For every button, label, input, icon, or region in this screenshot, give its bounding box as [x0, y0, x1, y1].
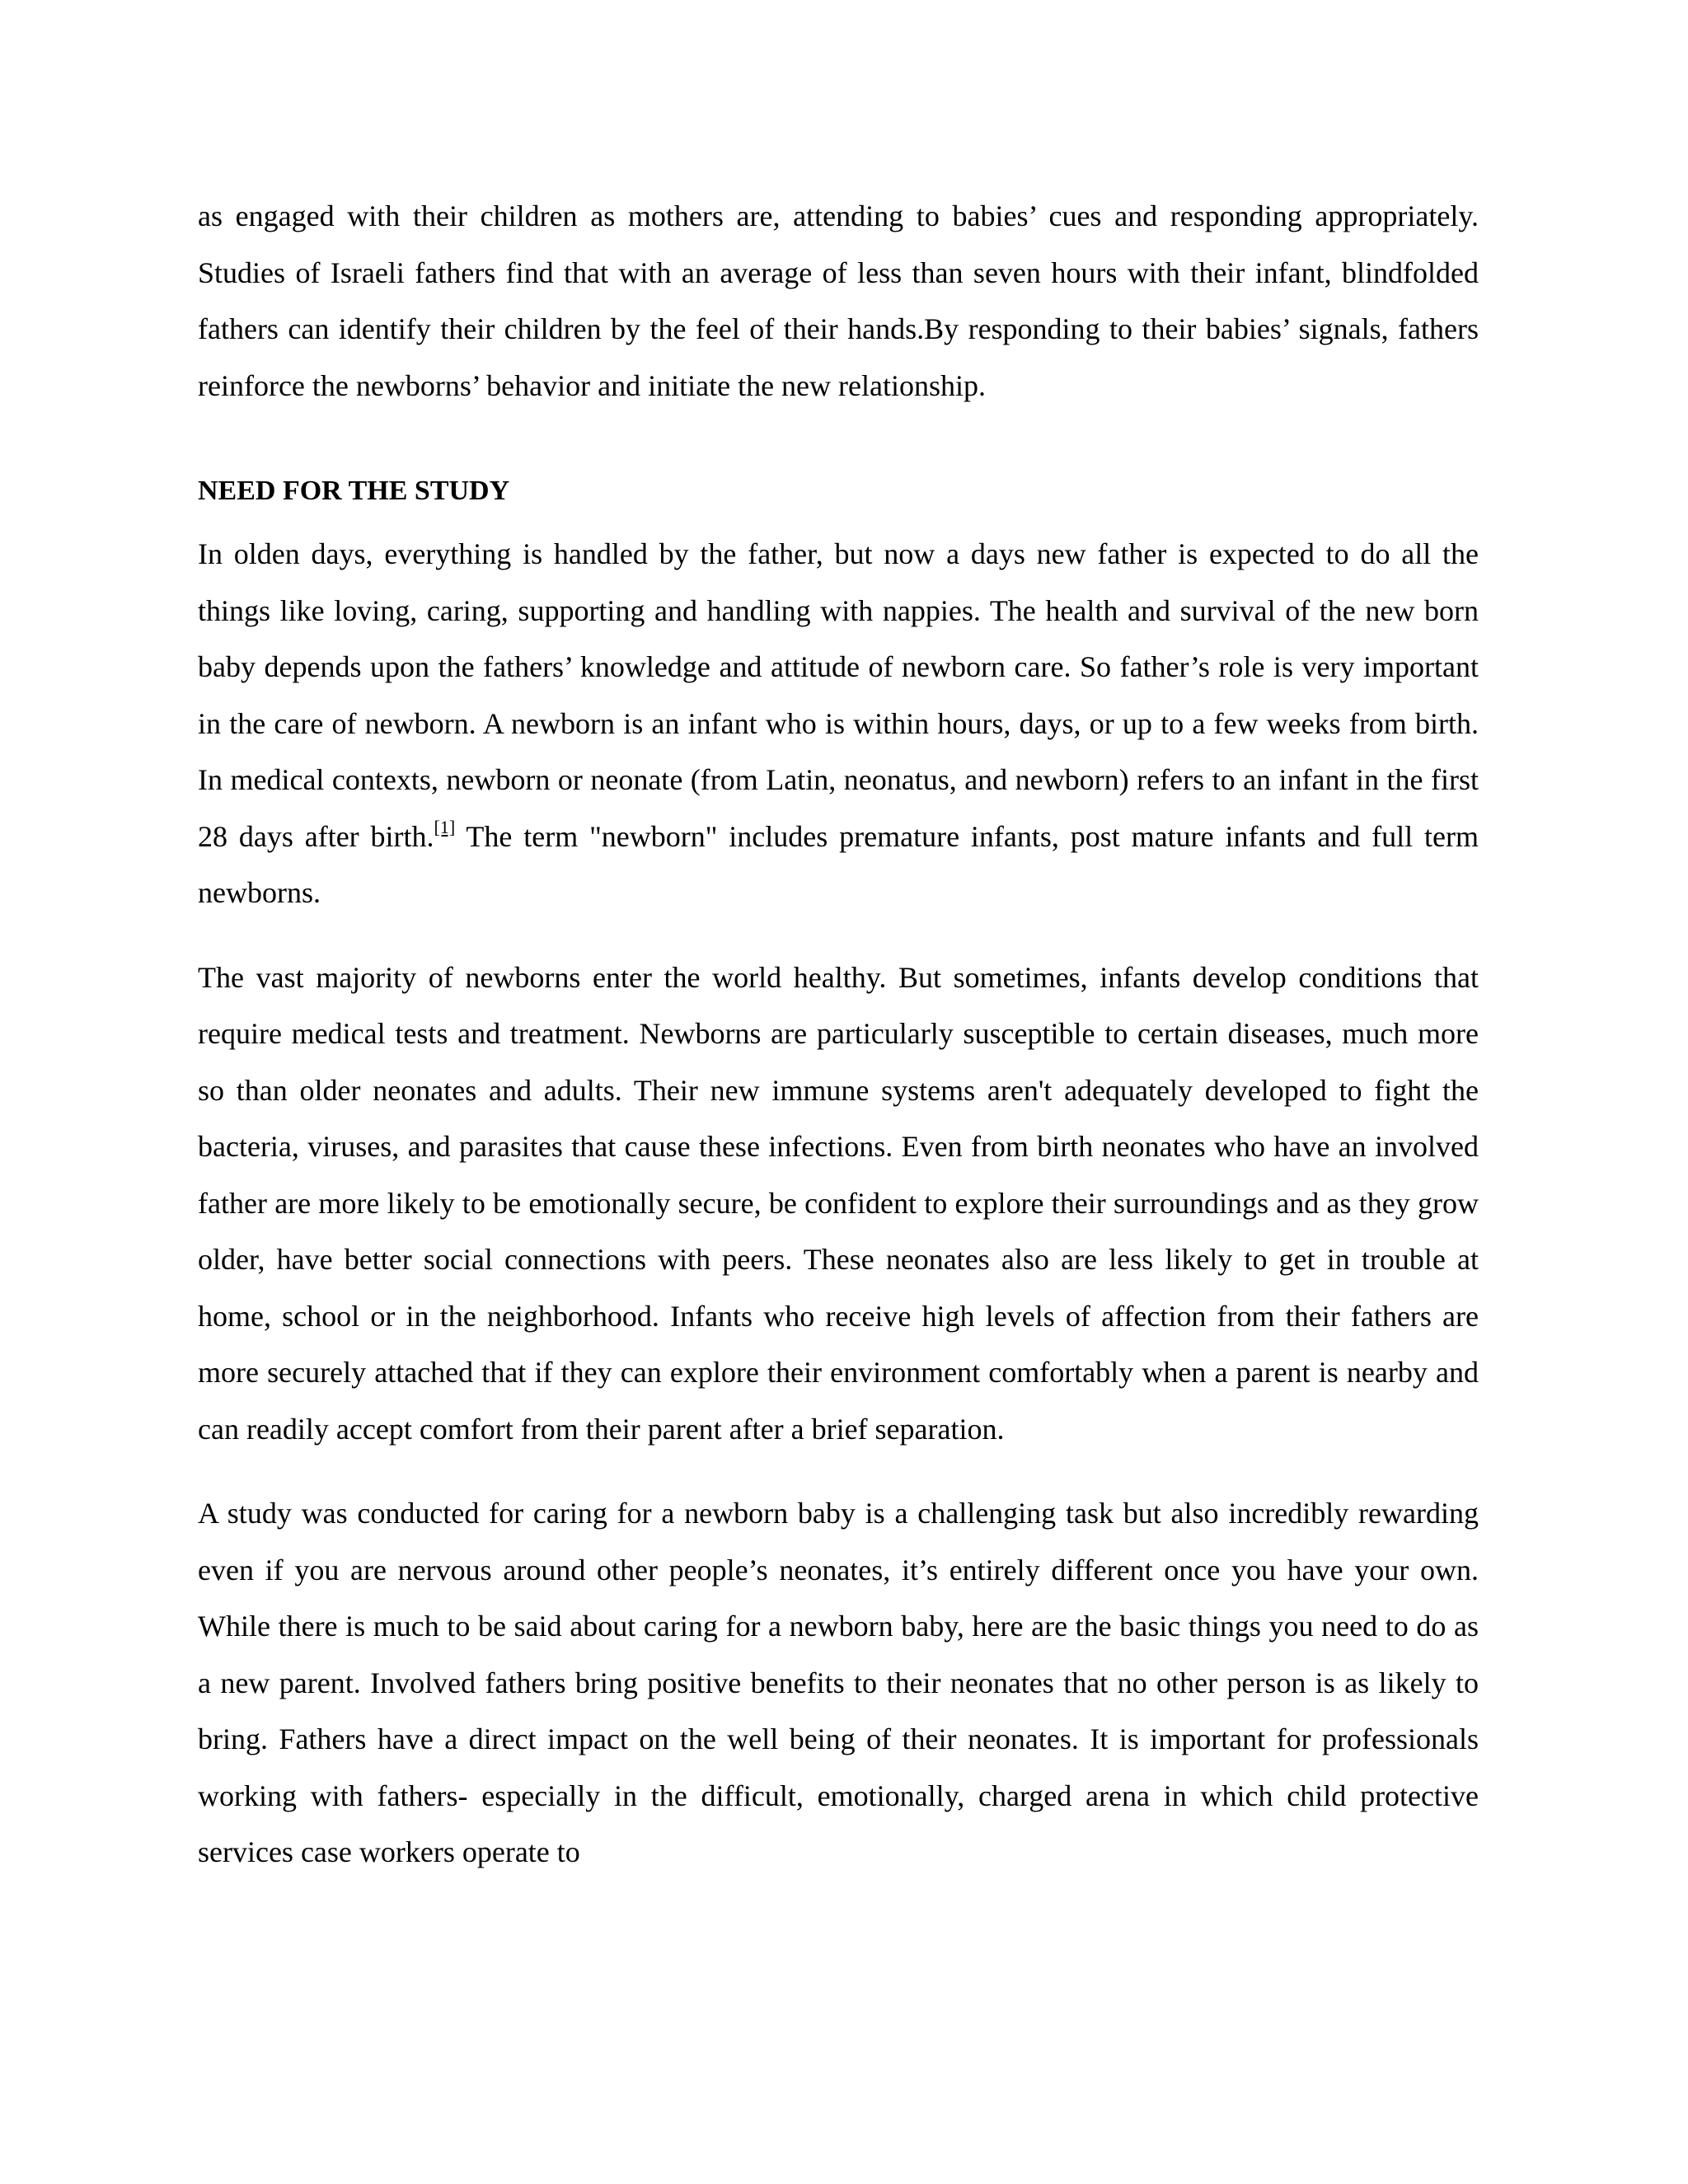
paragraph-newborn-health: The vast majority of newborns enter the world healthy. But sometimes, infants develop conditions that require medical tests and treatment. Newborns are particularly susceptible to certain diseases, much more so than older neonates and adults. Their new immune systems aren't adequately developed to fight the bacteria, viruses, and parasites that cause these infections. Even from birth neonates who have an involved father are more likely to be emotionally secure, be confident to explore their surroundings and as they grow older, have better social connections with peers. These neonates also are less likely to get in trouble at home, school or in the neighborhood. Infants who receive high levels of affection from their fathers are more securely attached that if they can explore their environment comfortably when a parent is nearby and can readily accept comfort from their parent after a brief separation. [198, 960, 1479, 1446]
section-heading: NEED FOR THE STUDY [198, 476, 510, 506]
paragraph-text: In olden days, everything is handled by the father, but now a days new father is expected to do all the things like loving, caring, supporting and handling with nappies. The health and survival of the new born baby depends upon the fathers’ knowledge and attitude of newborn care. So father’s role is very important in the care of newborn. A newborn is an infant who is within hours, days, or up to a few weeks from birth. In medical contexts, newborn or neonate (from Latin, neonatus, and newborn) refers to an infant in the first 28 days after birth. [198, 537, 1479, 853]
paragraph-text: The term "newborn" includes premature infants, post mature infants and full term newborns. [198, 819, 1479, 909]
citation-link[interactable]: [1] [434, 816, 456, 837]
paragraph-need-for-study [198, 526, 1479, 921]
paragraph-study-conducted: A study was conducted for caring for a newborn baby is a challenging task but also incredibly rewarding even if you are nervous around other people’s neonates, it’s entirely different once you have your own. While there is much to be said about caring for a newborn baby, here are the basic things you need to do as a new parent. Involved fathers bring positive benefits to their neonates that no other person is as likely to bring. Fathers have a direct impact on the well being of their neonates. It is important for professionals working with fathers- especially in the difficult, emotionally, charged arena in which child protective services case workers operate to [198, 1497, 1479, 1868]
document-page [198, 188, 1479, 1881]
intro-paragraph: as engaged with their children as mothers are, attending to babies’ cues and responding appropriately. Studies of Israeli fathers find that with an average of less than seven hours with their infant, blindfolded fathers can identify their children by the feel of their hands.By responding to their babies’ signals, fathers reinforce the newborns’ behavior and initiate the new relationship. [198, 199, 1479, 402]
